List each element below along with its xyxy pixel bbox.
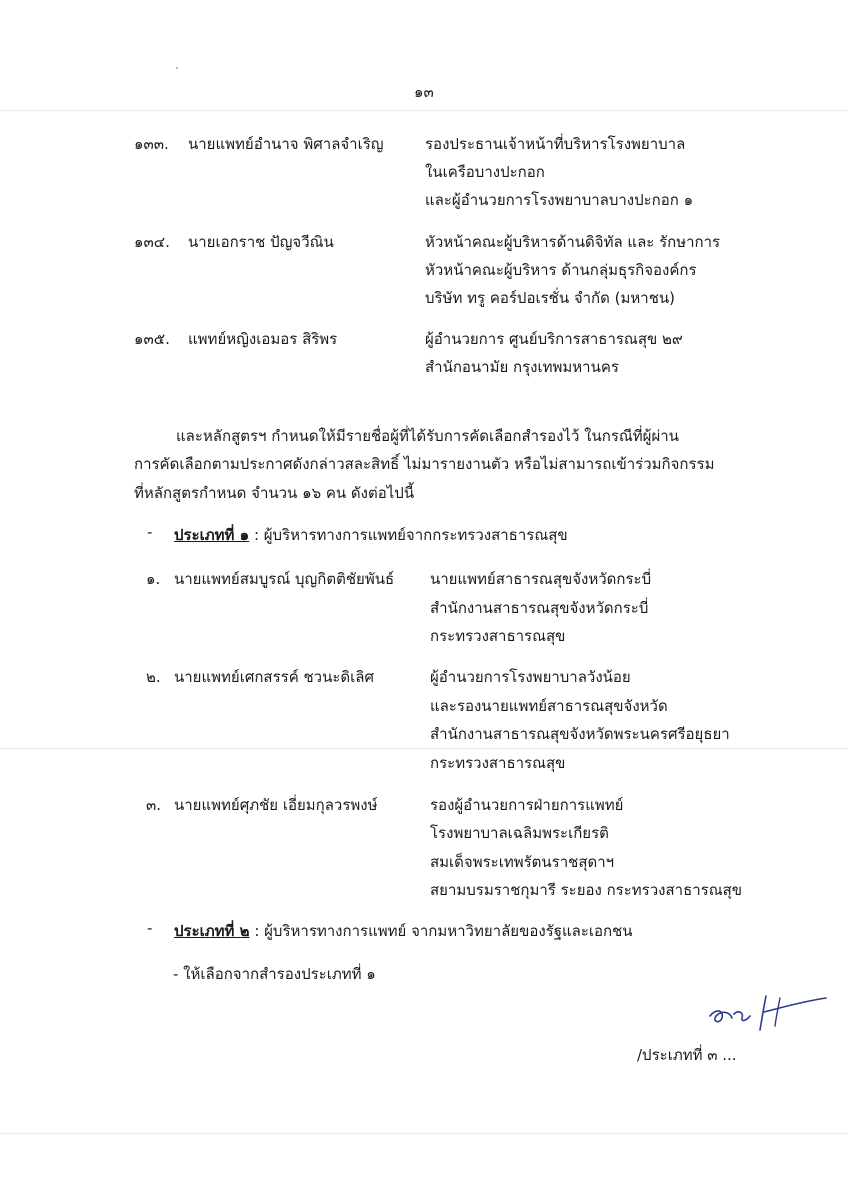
entry-number: ๓.: [146, 796, 162, 814]
entry-position-line: สยามบรมราชกุมารี ระยอง กระทรวงสาธารณสุข: [430, 881, 743, 899]
entry-position-line: สำนักงานสาธารณสุขจังหวัดกระบี่: [430, 599, 649, 617]
entry-position-line: ในเครือบางปะกอก: [425, 163, 545, 181]
category-label: ประเภทที่ ๑: [174, 526, 250, 544]
entry-name: นายแพทย์อำนาจ พิศาลจำเริญ: [188, 135, 384, 153]
entry-position-line: หัวหน้าคณะผู้บริหารด้านดิจิทัล และ รักษาการ: [425, 233, 721, 251]
paragraph-line: ที่หลักสูตรกำหนด จำนวน ๑๖ คน ดังต่อไปนี้: [134, 484, 415, 502]
initials-signature: [700, 988, 840, 1038]
entry-number: ๑๓๕.: [134, 330, 170, 348]
category-description: : ผู้บริหารทางการแพทย์ จากมหาวิทยาลัยของรัฐและเอกชน: [249, 922, 633, 940]
entry-position-line: สมเด็จพระเทพรัตนราชสุดาฯ: [430, 853, 615, 871]
entry-position-line: รองผู้อำนวยการฝ่ายการแพทย์: [430, 796, 624, 814]
entry-position-line: สำนักงานสาธารณสุขจังหวัดพระนครศรีอยุธยา: [430, 725, 730, 743]
entry-position-line: ผู้อำนวยการโรงพยาบาลวังน้อย: [430, 668, 631, 686]
entry-number: ๑๓๔.: [134, 233, 170, 251]
scan-line: [0, 748, 848, 749]
entry-position-line: และรองนายแพทย์สาธารณสุขจังหวัด: [430, 697, 668, 715]
paragraph-line: และหลักสูตรฯ กำหนดให้มีรายชื่อผู้ที่ได้รับการคัดเลือกสำรองไว้ ในกรณีที่ผู้ผ่าน: [176, 427, 679, 445]
bullet-dash: -: [147, 523, 153, 541]
category-description: : ผู้บริหารทางการแพทย์จากกระทรวงสาธารณสุข: [249, 526, 568, 544]
entry-position-line: ผู้อำนวยการ ศูนย์บริการสาธารณสุข ๒๙: [425, 330, 683, 348]
entry-name: แพทย์หญิงเอมอร สิริพร: [188, 330, 338, 348]
entry-number: ๑.: [146, 570, 161, 588]
entry-position-line: บริษัท ทรู คอร์ปอเรชั่น จำกัด (มหาชน): [425, 289, 675, 307]
entry-position-line: และผู้อำนวยการโรงพยาบาลบางปะกอก ๑: [425, 191, 694, 209]
entry-position-line: สำนักอนามัย กรุงเทพมหานคร: [425, 358, 619, 376]
entry-position-line: กระทรวงสาธารณสุข: [430, 754, 566, 772]
page-number: ๑๓: [414, 83, 434, 101]
entry-position-line: หัวหน้าคณะผู้บริหาร ด้านกลุ่มธุรกิจองค์กร: [425, 261, 697, 279]
scan-line: [0, 1133, 848, 1134]
entry-position-line: รองประธานเจ้าหน้าที่บริหารโรงพยาบาล: [425, 135, 686, 153]
entry-name: นายเอกราช ปัญจวีณิน: [188, 233, 334, 251]
entry-position-line: นายแพทย์สาธารณสุขจังหวัดกระบี่: [430, 570, 652, 588]
continuation-note: /ประเภทที่ ๓ ...: [637, 1046, 737, 1064]
scan-speck: [176, 67, 178, 69]
paragraph-line: การคัดเลือกตามประกาศดังกล่าวสละสิทธิ์ ไม่มารายงานตัว หรือไม่สามารถเข้าร่วมกิจกรรม: [134, 455, 715, 473]
category-label: ประเภทที่ ๒: [174, 922, 250, 940]
entry-name: นายแพทย์ศุภชัย เอี่ยมกุลวรพงษ์: [174, 796, 378, 814]
bullet-dash: -: [147, 919, 153, 937]
category-heading-text: [174, 523, 568, 547]
entry-position-line: กระทรวงสาธารณสุข: [430, 627, 566, 645]
entry-name: นายแพทย์สมบูรณ์ บุญกิตติชัยพันธ์: [174, 570, 395, 588]
entry-position-line: โรงพยาบาลเฉลิมพระเกียรติ: [430, 824, 609, 842]
category-heading-text: [174, 919, 633, 943]
entry-number: ๑๓๓.: [134, 135, 169, 153]
scan-line: [0, 110, 848, 111]
category-2-note: - ให้เลือกจากสำรองประเภทที่ ๑: [173, 965, 376, 983]
entry-number: ๒.: [146, 668, 161, 686]
entry-name: นายแพทย์เศกสรรค์ ชวนะดิเลิศ: [174, 668, 374, 686]
